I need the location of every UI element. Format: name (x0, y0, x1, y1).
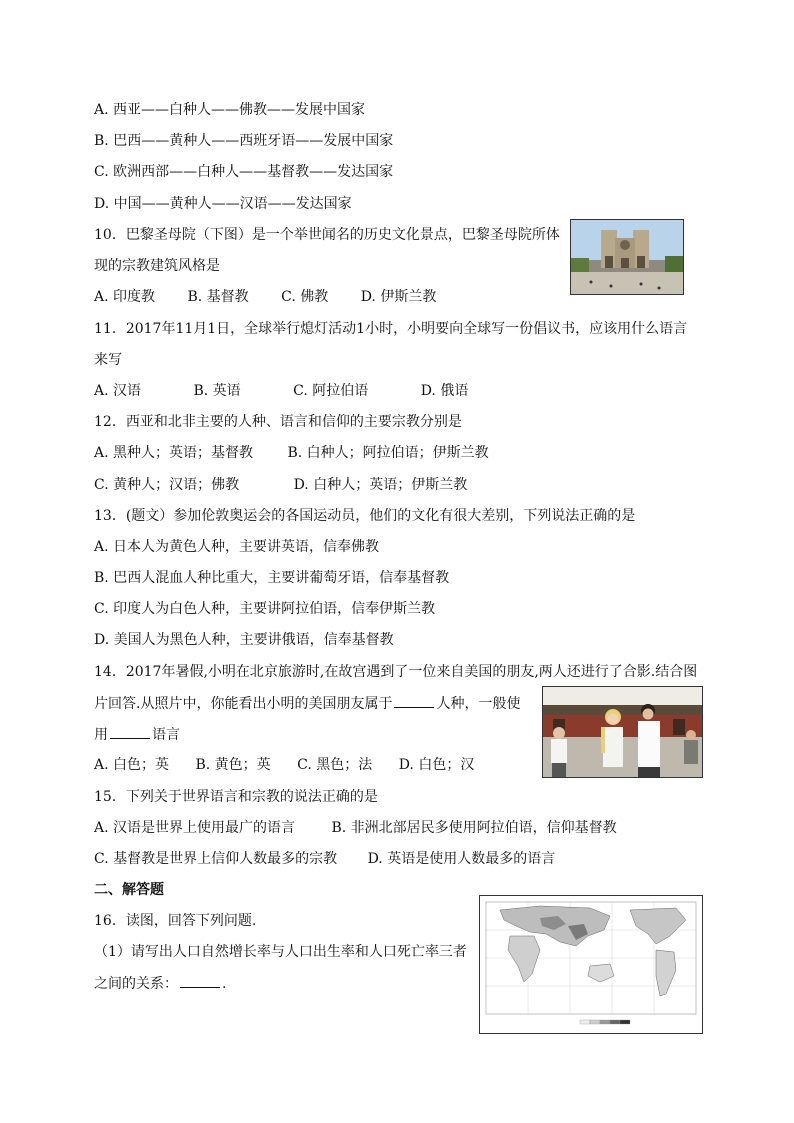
q14-option-a: A. 白色；英 (94, 757, 170, 773)
q16-part1-line2 (94, 973, 226, 994)
q11-stem-line2: 来写 (94, 352, 122, 368)
q14-stem-line1: 14．2017年暑假,小明在北京旅游时,在故宫遇到了一位来自美国的朋友,两人还进行了合影.结合图 (94, 664, 698, 680)
q11-option-b: B. 英语 (193, 383, 241, 399)
q12-option-a: A. 黑种人；英语；基督教 (94, 445, 254, 461)
q14-option-b: B. 黄色；英 (195, 757, 271, 773)
q13-option-b: B. 巴西人混血人种比重大，主要讲葡萄牙语，信奉基督教 (94, 570, 450, 586)
q16-line3-post: . (222, 976, 227, 992)
q14-option-d: D. 白色；汉 (398, 757, 475, 773)
q12-options-row2 (94, 475, 467, 495)
q14-blank-race[interactable] (394, 693, 434, 708)
forbidden-city-photo (542, 686, 703, 778)
q10-stem-line1: 10．巴黎圣母院（下图）是一个举世闻名的历史文化景点，巴黎圣母院所体 (94, 227, 560, 243)
q13-option-d: D. 美国人为黑色人种，主要讲俄语，信奉基督教 (94, 632, 394, 648)
q15-option-c: C. 基督教是世界上信仰人数最多的宗教 (94, 851, 338, 867)
q14-stem-line3 (94, 724, 180, 745)
q10-stem-line2: 现的宗教建筑风格是 (94, 258, 220, 274)
q11-option-d: D. 俄语 (420, 383, 469, 399)
q15-option-d: D. 英语是使用人数最多的语言 (367, 851, 556, 867)
q9-option-d: D. 中国——黄种人——汉语——发达国家 (94, 196, 352, 212)
q16-answer-blank[interactable] (180, 973, 220, 988)
q15-option-b: B. 非洲北部居民多使用阿拉伯语，信仰基督教 (331, 820, 617, 836)
q10-option-d: D. 伊斯兰教 (360, 289, 437, 305)
world-population-map (479, 895, 703, 1034)
q15-options-row2 (94, 849, 555, 869)
q11-options (94, 381, 468, 401)
q9-option-c: C. 欧洲西部——白种人——基督教——发达国家 (94, 164, 394, 180)
q13-option-a: A. 日本人为黄色人种，主要讲英语，信奉佛教 (94, 539, 380, 555)
q14-line2-post: 人种，一般使 (436, 696, 521, 712)
notre-dame-photo (570, 219, 684, 295)
q9-option-a: A. 西亚——白种人——佛教——发展中国家 (94, 102, 366, 118)
section-heading: 二、解答题 (94, 882, 164, 898)
q10-option-a: A. 印度教 (94, 289, 156, 305)
q12-option-b: B. 白种人；阿拉伯语；伊斯兰教 (287, 445, 489, 461)
q15-stem: 15．下列关于世界语言和宗教的说法正确的是 (94, 789, 378, 805)
q12-option-d: D. 白种人；英语；伊斯兰教 (293, 477, 468, 493)
q14-line3-post: 语言 (152, 727, 180, 743)
q13-option-c: C. 印度人为白色人种，主要讲阿拉伯语，信奉伊斯兰教 (94, 601, 436, 617)
q10-option-b: B. 基督教 (187, 289, 249, 305)
q12-stem: 12．西亚和北非主要的人种、语言和信仰的主要宗教分别是 (94, 414, 462, 430)
q14-line2-pre: 片回答.从照片中，你能看出小明的美国朋友属于 (94, 696, 393, 712)
q9-option-b: B. 巴西——黄种人——西班牙语——发展中国家 (94, 133, 394, 149)
q13-stem: 13．(题文）参加伦敦奥运会的各国运动员，他们的文化有很大差别，下列说法正确的是 (94, 508, 636, 524)
q12-options-row1 (94, 443, 489, 463)
q16-stem: 16．读图，回答下列问题. (94, 913, 257, 929)
q11-stem-line1: 11．2017年11月1日，全球举行熄灯活动1小时，小明要向全球写一份倡议书，应该用什么语言 (94, 321, 688, 337)
q16-line3-pre: 之间的关系： (94, 976, 178, 992)
q14-options (94, 755, 474, 775)
q15-option-a: A. 汉语是世界上使用最广的语言 (94, 820, 296, 836)
q10-options (94, 287, 436, 307)
q14-stem-line2 (94, 693, 520, 714)
q16-part1-line1: （1）请写出人口自然增长率与人口出生率和人口死亡率三者 (94, 944, 467, 960)
q10-option-c: C. 佛教 (281, 289, 329, 305)
q11-option-a: A. 汉语 (94, 383, 142, 399)
q14-line3-pre: 用 (94, 727, 108, 743)
q14-blank-language[interactable] (110, 724, 150, 739)
q12-option-c: C. 黄种人；汉语；佛教 (94, 477, 240, 493)
q11-option-c: C. 阿拉伯语 (293, 383, 369, 399)
q14-option-c: C. 黑色；法 (297, 757, 373, 773)
q15-options-row1 (94, 818, 617, 838)
